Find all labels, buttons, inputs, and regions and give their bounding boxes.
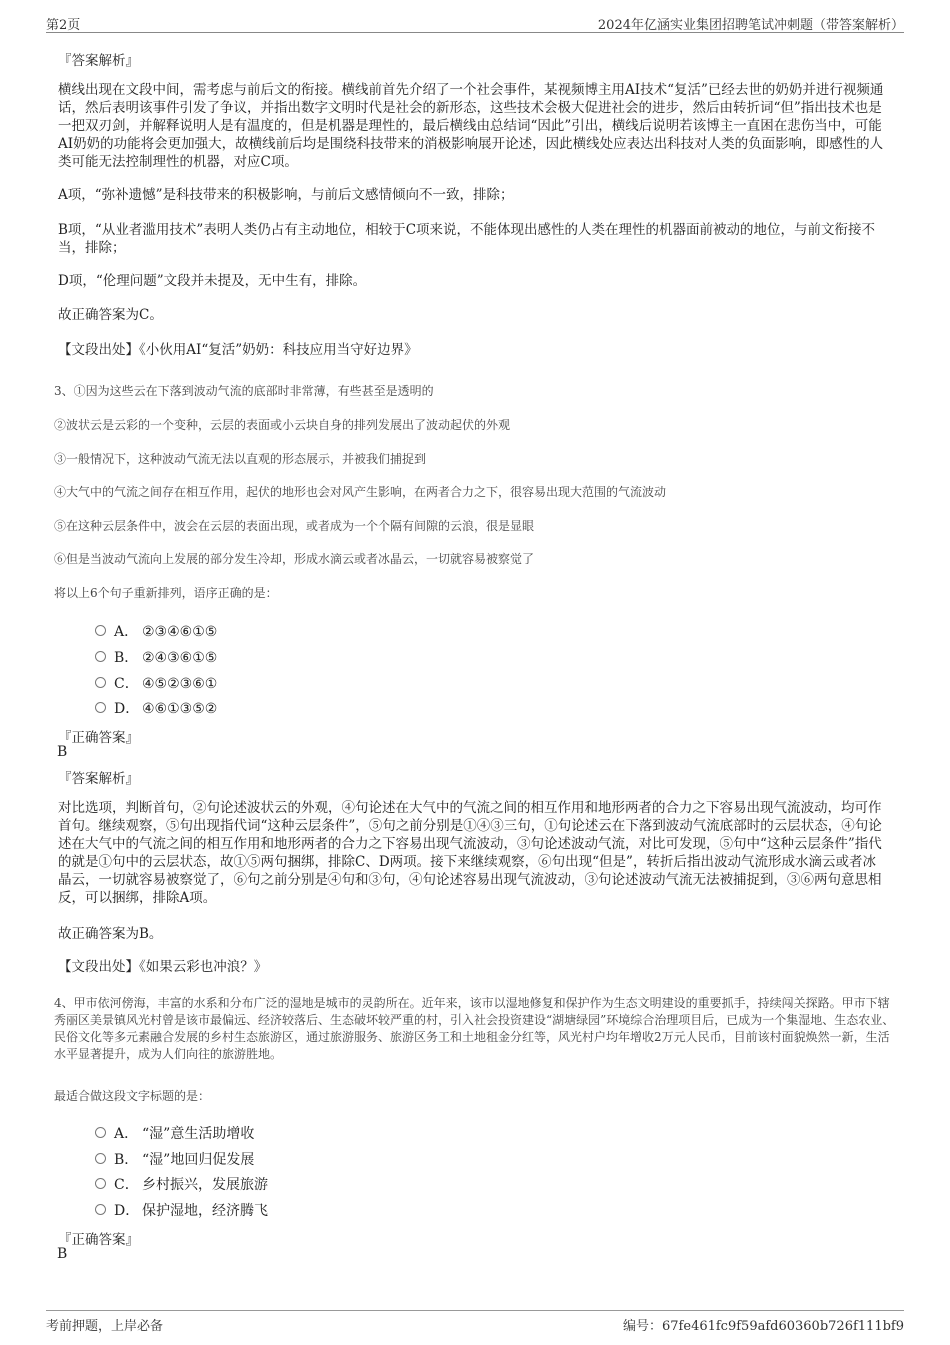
- q4-prompt: 最适合做这段文字标题的是：: [54, 1089, 211, 1103]
- q3-conclusion: 故正确答案为B。: [58, 926, 163, 942]
- q4-option-c[interactable]: C． 乡村振兴，发展旅游: [95, 1174, 268, 1194]
- analysis-option-a: A项，“弥补遗憾”是科技带来的积极影响，与前后文感情倾向不一致，排除；: [58, 187, 514, 203]
- page-footer: [46, 1310, 904, 1334]
- q3-sentence-1: 3、①因为这些云在下落到波动气流的底部时非常薄，有些甚至是透明的: [54, 384, 434, 398]
- q3-source: 【文段出处】《如果云彩也冲浪？》: [58, 959, 268, 975]
- analysis-text-prev: 横线出现在文段中间，需考虑与前后文的衔接。横线前首先介绍了一个社会事件，某视频博主用AI技术“复活”已经去世的奶奶并进行视频通话，然后表明该事件引发了争议，并指出数字文明时代是社会的新形态，这些技术会极大促进社会的进步，然后由转折词“但”指出技术也是一把双刃剑，并解释说明人是有温度的，但是机器是理性的，最后横线由总结词“因此”引出，横线后说明若该博主一直困在悲伤当中，可能AI奶奶的功能将会更加强大，故横线前后均是围绕科技带来的消极影响展开论述，因此横线处应表达出科技对人类的负面影响，即感性的人类可能无法控制理性的机器，对应C项。: [58, 82, 884, 170]
- q3-sentence-4: ④大气中的气流之间存在相互作用，起伏的地形也会对风产生影响，在两者合力之下，很容易出现大范围的气流波动: [54, 485, 667, 499]
- q4-option-b[interactable]: B． “湿”地回归促发展: [95, 1149, 254, 1169]
- q4-option-d[interactable]: D． 保护湿地，经济腾飞: [95, 1200, 268, 1220]
- analysis-option-d: D项，“伦理问题”文段并未提及，无中生有，排除。: [58, 273, 367, 289]
- radio-icon[interactable]: [95, 702, 106, 713]
- source-prev: 【文段出处】《小伙用AI“复活”奶奶：科技应用当守好边界》: [58, 342, 418, 358]
- footer-doc-id: 编号：67fe461fc9f59afd60360b726f111bf9: [623, 1319, 904, 1334]
- q3-option-c[interactable]: C． ④⑤②③⑥①: [95, 673, 217, 693]
- radio-icon[interactable]: [95, 1178, 106, 1189]
- radio-icon[interactable]: [95, 1153, 106, 1164]
- q4-stem: 4、甲市依河傍海，丰富的水系和分布广泛的湿地是城市的灵韵所在。近年来，该市以湿地修复和保护作为生态文明建设的重要抓手，持续闯关探路。甲市下辖秀丽区美景镇风光村曾是该市最偏远、经济较落后、生态破坏较严重的村，引入社会投资建设“湖塘绿园”环境综合治理项目后，已成为一个集湿地、生态农业、民俗文化等多元素融合发展的乡村生态旅游区，通过旅游服务、旅游区务工和土地租金分红等，风光村户均年增收2万元人民币，目前该村面貌焕然一新，生活水平显著提升，成为人们向往的旅游胜地。: [54, 996, 895, 1061]
- conclusion-prev: 故正确答案为C。: [58, 307, 163, 323]
- radio-icon[interactable]: [95, 1204, 106, 1215]
- q3-option-d[interactable]: D． ④⑥①③⑤②: [95, 698, 217, 718]
- q3-option-b[interactable]: B． ②④③⑥①⑤: [95, 647, 217, 667]
- q3-prompt: 将以上6个句子重新排列，语序正确的是：: [54, 586, 278, 600]
- radio-icon[interactable]: [95, 1127, 106, 1138]
- q3-option-a[interactable]: A． ②③④⑥①⑤: [95, 621, 217, 641]
- footer-slogan: 考前押题，上岸必备: [46, 1319, 164, 1334]
- q3-sentence-2: ②波状云是云彩的一个变种，云层的表面或小云块自身的排列发展出了波动起伏的外观: [54, 418, 511, 432]
- q4-option-a[interactable]: A． “湿”意生活助增收: [95, 1123, 254, 1143]
- radio-icon[interactable]: [95, 625, 106, 636]
- q3-sentence-6: ⑥但是当波动气流向上发展的部分发生冷却，形成水滴云或者冰晶云，一切就容易被察觉了: [54, 552, 535, 566]
- q3-analysis-label: 『答案解析』: [58, 771, 139, 787]
- q3-correct-label: 『正确答案』: [58, 730, 139, 746]
- analysis-option-b: B项，“从业者滥用技术”表明人类仍占有主动地位，相较于C项来说，不能体现出感性的人类在理性的机器面前被动的地位，与前文衔接不当，排除；: [58, 222, 876, 256]
- q3-sentence-5: ⑤在这种云层条件中，波会在云层的表面出现，或者成为一个个隔有间隙的云浪，很是显眼: [54, 519, 535, 533]
- q3-correct-answer: B: [57, 744, 68, 760]
- q3-analysis-text: 对比选项，判断首句，②句论述波状云的外观，④句论述在大气中的气流之间的相互作用和地形两者的合力之下容易出现气流波动，均可作首句。继续观察，⑤句出现指代词“这种云层条件”，⑤句之前分别是①④③三句，①句论述云在下落到波动气流底部时的云层状态，④句论述在大气中的气流之间的相互作用和地形两者的合力之下容易出现气流波动，③句论述波动气流，对比可发现，⑤句中“这种云层条件”指代的就是①句中的云层状态，故①⑤两句捆绑，排除C、D两项。接下来继续观察，⑥句出现“但是”，转折后指出波动气流形成水滴云或者冰晶云，一切就容易被察觉了，⑥句之前分别是④句和③句，④句论述容易出现气流波动，③句论述波动气流无法被捕捉到，③⑥两句意思相反，可以捆绑，排除A项。: [58, 800, 882, 906]
- page-number: 第2页: [46, 18, 81, 33]
- q4-correct-label: 『正确答案』: [58, 1232, 139, 1248]
- q4-correct-answer: B: [57, 1246, 68, 1262]
- radio-icon[interactable]: [95, 651, 106, 662]
- radio-icon[interactable]: [95, 677, 106, 688]
- analysis-label-prev: 『答案解析』: [58, 53, 139, 69]
- document-title: 2024年亿涵实业集团招聘笔试冲刺题（带答案解析）: [597, 18, 904, 33]
- page-header: [46, 12, 904, 33]
- q3-sentence-3: ③一般情况下，这种波动气流无法以直观的形态展示，并被我们捕捉到: [54, 452, 427, 466]
